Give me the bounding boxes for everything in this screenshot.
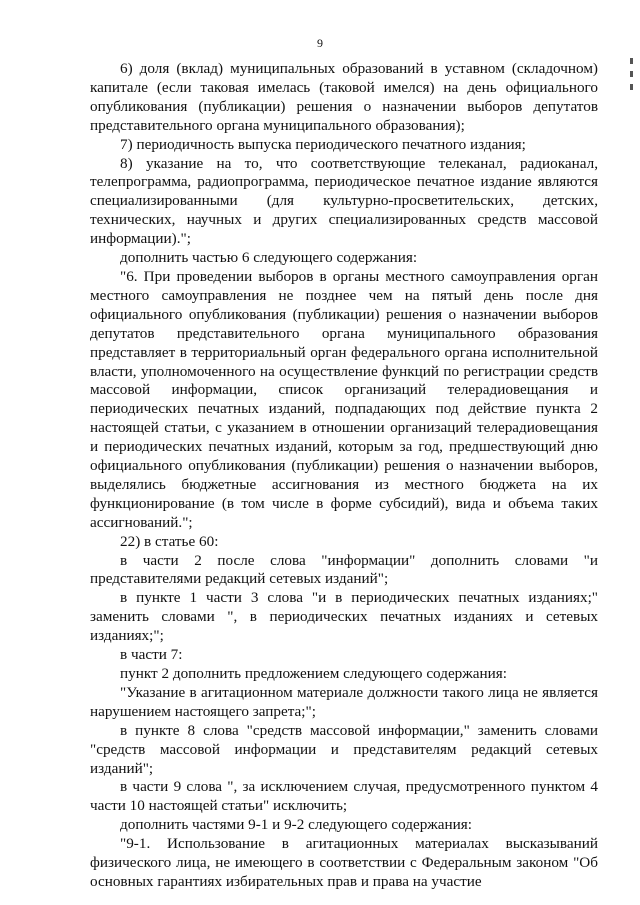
paragraph-article-60: 22) в статье 60:: [120, 532, 219, 550]
paragraph-point-2: пункт 2 дополнить предложением следующего содержания:: [120, 665, 507, 682]
paragraph-point-8: в пункте 8 слова "средств массовой информации," заменить словами "средств массовой информации и представителям редакций сетевых изданий";: [90, 721, 598, 777]
page-number: 9: [317, 36, 323, 50]
paragraph-part-6-text: "6. При проведении выборов в органы местного самоуправления орган местного самоуправления не позднее чем на пятый день после дня официального опубликования (публикации) решения о назначении выборов депутатов представительного органа муниципального образования представляет в территориальный орган федерального органа исполнительной власти, уполномоченного на осуществление функций по регистрации средств массовой информации, список организаций телерадиовещания и периодических печатных изданий, подпадающих под действие пункта 2 настоящей статьи, с указанием в отношении организаций телерадиовещания и периодических печатных изданий, которым за год, предшествующий дню официального опубликования (публикации) решения о назначении выборов, выделялись бюджетные ассигнования из местного бюджета на их функционирование (в том числе в форме субсидий), вида и объема таких ассигнований.";: [90, 267, 598, 531]
document-body: [90, 60, 598, 892]
paragraph-part-9-1-text: "9-1. Использование в агитационных материалах высказываний физического лица, не имеющего в соответствии с Федеральным законом "Об основных гарантиях избирательных прав и права на участие: [90, 835, 598, 890]
paragraph-add-parts-9-1-9-2: дополнить частями 9-1 и 9-2 следующего содержания:: [120, 816, 472, 834]
paragraph-item-8: 8) указание на то, что соответствующие телеканал, радиоканал, телепрограмма, радиопрограмма, периодическое печатное издание являются специализированными (для культурно-просветительских, детских, технических, научных и других специализированных средств массовой информации).";: [90, 154, 598, 248]
paragraph-part-2: в части 2 после слова "информации" дополнить словами "и представителями редакций сетевых изданий";: [90, 551, 598, 588]
paragraph-item-6: 6) доля (вклад) муниципальных образований в уставном (складочном) капитале (если таковая имелась (таковой имелся) на день официального опубликования (публикации) решения о назначении выборов депутатов представительного органа муниципального образования);: [90, 60, 598, 134]
paragraph-item-7: 7) периодичность выпуска периодического печатного издания;: [120, 135, 526, 153]
paragraph-point-2-text: "Указание в агитационном материале должности такого лица не является нарушением настоящего запрета;";: [90, 683, 598, 720]
paragraph-add-part-6: дополнить частью 6 следующего содержания:: [120, 249, 418, 267]
paragraph-part-7: в части 7:: [120, 646, 183, 664]
margin-mark: [630, 58, 636, 97]
paragraph-part-9: в части 9 слова ", за исключением случая, предусмотренного пунктом 4 части 10 настоящей статьи" исключить;: [90, 778, 598, 815]
paragraph-part-3: в пункте 1 части 3 слова "и в периодических печатных изданиях;" заменить словами ", в периодических печатных изданиях и сетевых изданиях;";: [90, 589, 598, 645]
